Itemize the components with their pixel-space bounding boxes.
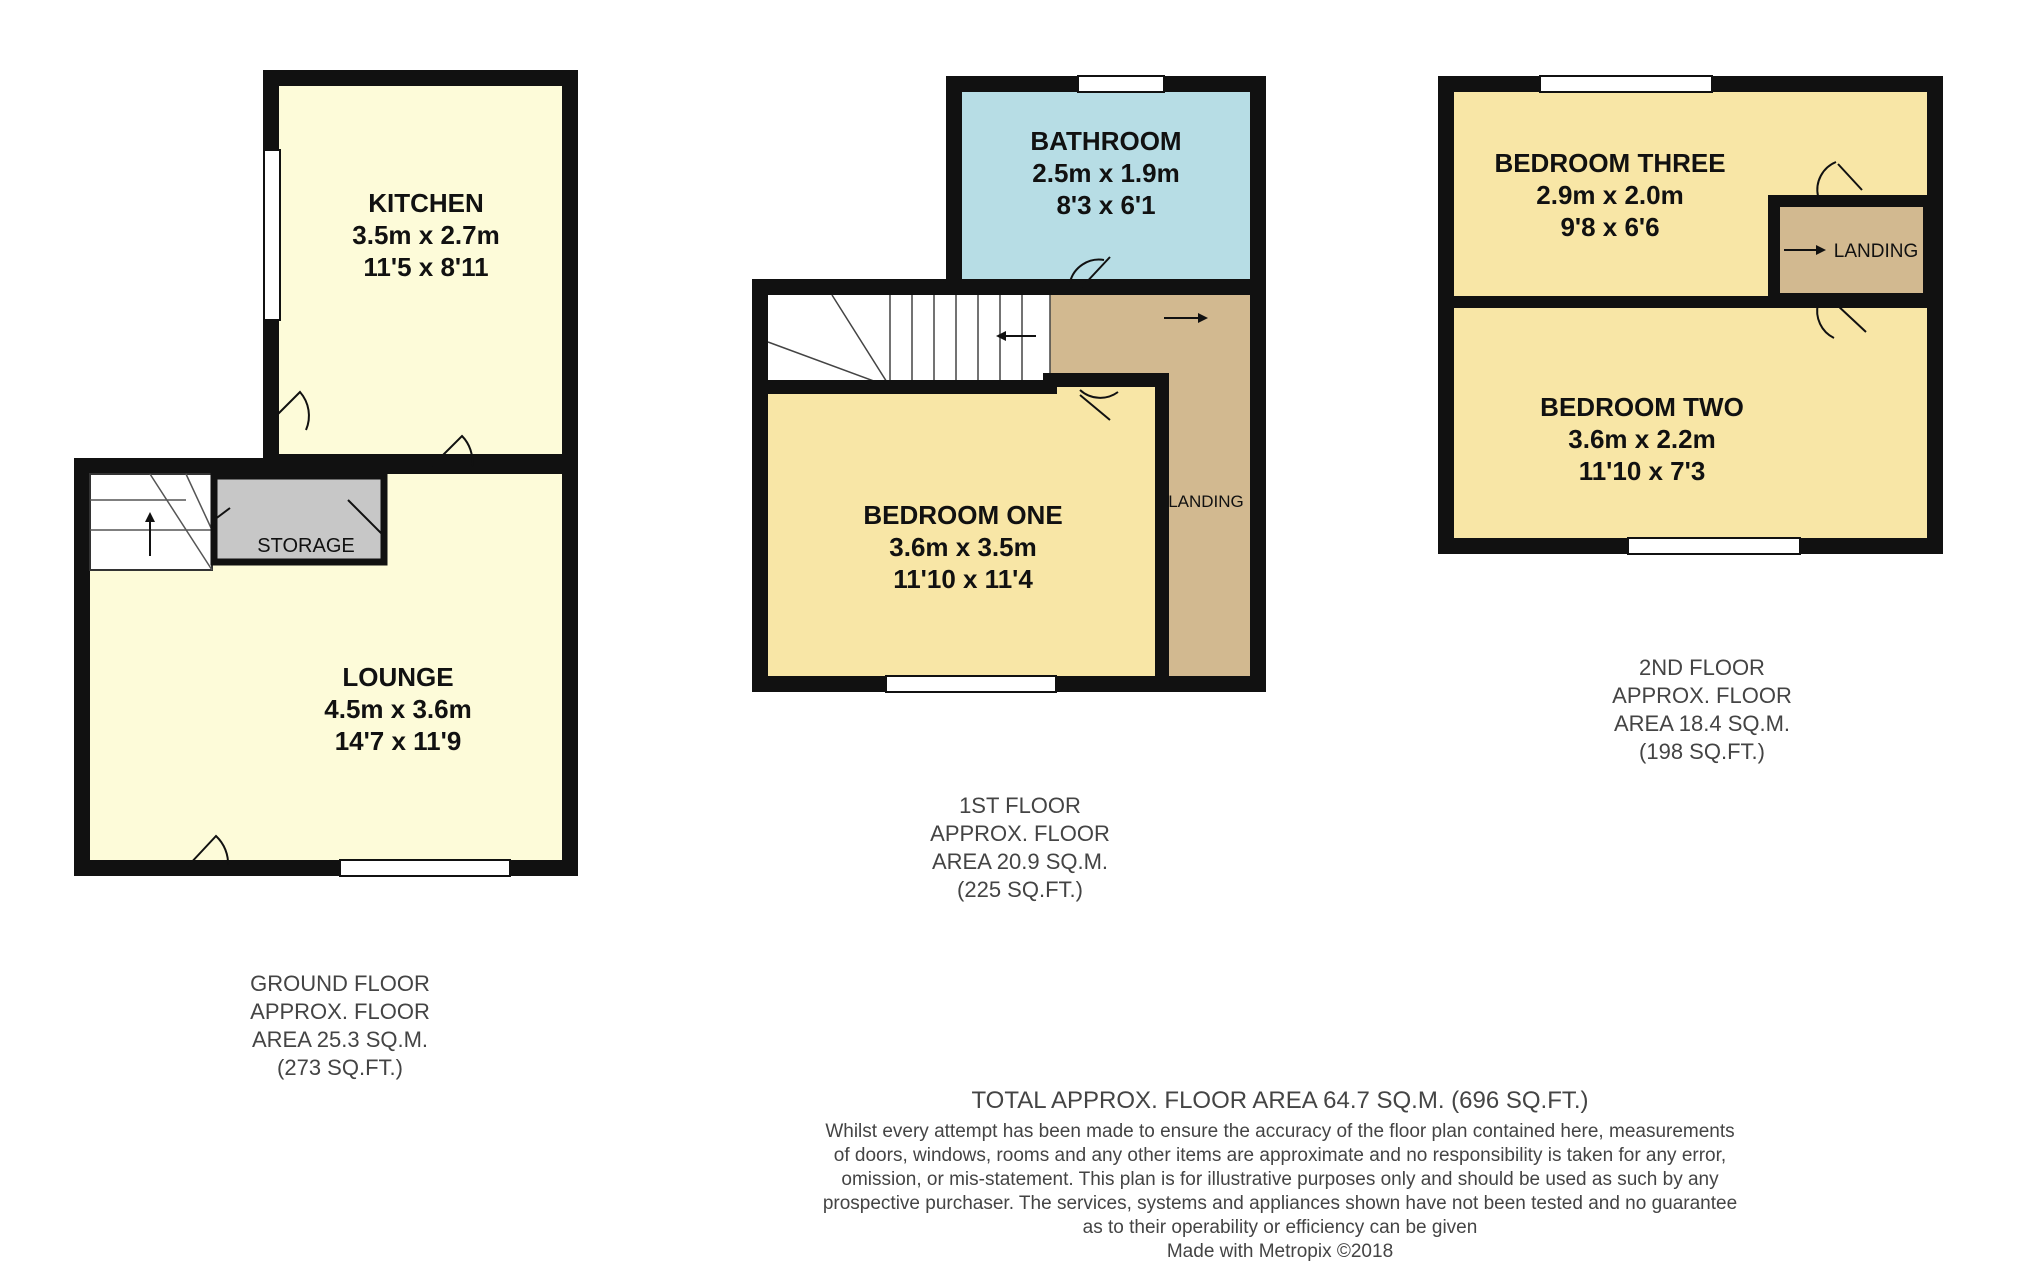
bedroom-one-window: [886, 676, 1056, 692]
ground-floor-title: GROUND FLOOR: [250, 971, 430, 996]
bedroom-two-imperial: 11'10 x 7'3: [1578, 456, 1706, 486]
first-floor-title: 1ST FLOOR: [959, 793, 1081, 818]
bedroom-three-name: BEDROOM THREE: [1494, 148, 1726, 178]
first-floor-area: [890, 792, 1150, 904]
kitchen-label: [352, 188, 499, 282]
disclaimer-line-5: as to their operability or efficiency can be given: [1082, 1217, 1478, 1238]
second-floor-line4: (198 SQ.FT.): [1639, 739, 1765, 764]
bedroom-three-metric: 2.9m x 2.0m: [1536, 180, 1684, 210]
second-floor-title: 2ND FLOOR: [1639, 655, 1765, 680]
made-with-credit: Made with Metropix ©2018: [1166, 1241, 1394, 1262]
first-floor-line4: (225 SQ.FT.): [957, 877, 1083, 902]
bedroom-two-metric: 3.6m x 2.2m: [1568, 424, 1716, 454]
second-floor-area: [1572, 654, 1832, 766]
ground-floor-line2: APPROX. FLOOR: [250, 999, 430, 1024]
disclaimer-line-3: omission, or mis-statement. This plan is for illustrative purposes only and should be used as such by any: [841, 1169, 1719, 1190]
first-stairs: [768, 295, 1050, 387]
bathroom-window: [1078, 76, 1164, 92]
lounge-label: [324, 662, 471, 756]
ground-floor-area: [210, 970, 470, 1082]
ground-floor-line4: (273 SQ.FT.): [277, 1055, 403, 1080]
landing-first-name: LANDING: [1168, 492, 1244, 511]
ground-floor-line3: AREA 25.3 SQ.M.: [251, 1027, 429, 1052]
second-floor-line2: APPROX. FLOOR: [1612, 683, 1792, 708]
bedroom-one-name: BEDROOM ONE: [863, 500, 1063, 530]
first-floor-plan: [760, 76, 1258, 692]
bedroom-three-imperial: 9'8 x 6'6: [1560, 212, 1660, 242]
lounge-metric: 4.5m x 3.6m: [324, 694, 472, 724]
landing-second-name: LANDING: [1833, 241, 1919, 262]
lounge-window: [340, 860, 510, 876]
ground-floor-plan: [82, 78, 570, 876]
kitchen-window: [264, 150, 280, 320]
disclaimer-line-4: prospective purchaser. The services, systems and appliances shown have not been tested and no guarantee: [822, 1193, 1738, 1214]
second-floor-line3: AREA 18.4 SQ.M.: [1613, 711, 1791, 736]
bedroom-two-name: BEDROOM TWO: [1540, 392, 1744, 422]
bedroom-two-window: [1628, 538, 1800, 554]
kitchen-metric: 3.5m x 2.7m: [352, 220, 500, 250]
disclaimer-line-2: of doors, windows, rooms and any other items are approximate and no responsibility is taken for any error,: [833, 1145, 1727, 1166]
kitchen-imperial: 11'5 x 8'11: [363, 252, 489, 282]
total-floor-area: TOTAL APPROX. FLOOR AREA 64.7 SQ.M. (696 SQ.FT.): [971, 1087, 1589, 1114]
bedroom-three-window: [1540, 76, 1712, 92]
bedroom-one-imperial: 11'10 x 11'4: [893, 564, 1033, 594]
lounge-name: LOUNGE: [342, 662, 454, 692]
bathroom-imperial: 8'3 x 6'1: [1056, 190, 1156, 220]
bathroom-metric: 2.5m x 1.9m: [1032, 158, 1180, 188]
bathroom-name: BATHROOM: [1030, 126, 1182, 156]
disclaimer-line-1: Whilst every attempt has been made to ensure the accuracy of the floor plan contained here, measurements: [825, 1121, 1735, 1142]
bedroom-one-metric: 3.6m x 3.5m: [889, 532, 1037, 562]
first-floor-line3: AREA 20.9 SQ.M.: [931, 849, 1109, 874]
storage-name: STORAGE: [257, 535, 355, 557]
plan-footer: [720, 1086, 1840, 1264]
lounge-imperial: 14'7 x 11'9: [334, 726, 462, 756]
kitchen-name: KITCHEN: [368, 188, 484, 218]
bedroom-one-label: [863, 500, 1062, 594]
first-floor-line2: APPROX. FLOOR: [930, 821, 1110, 846]
